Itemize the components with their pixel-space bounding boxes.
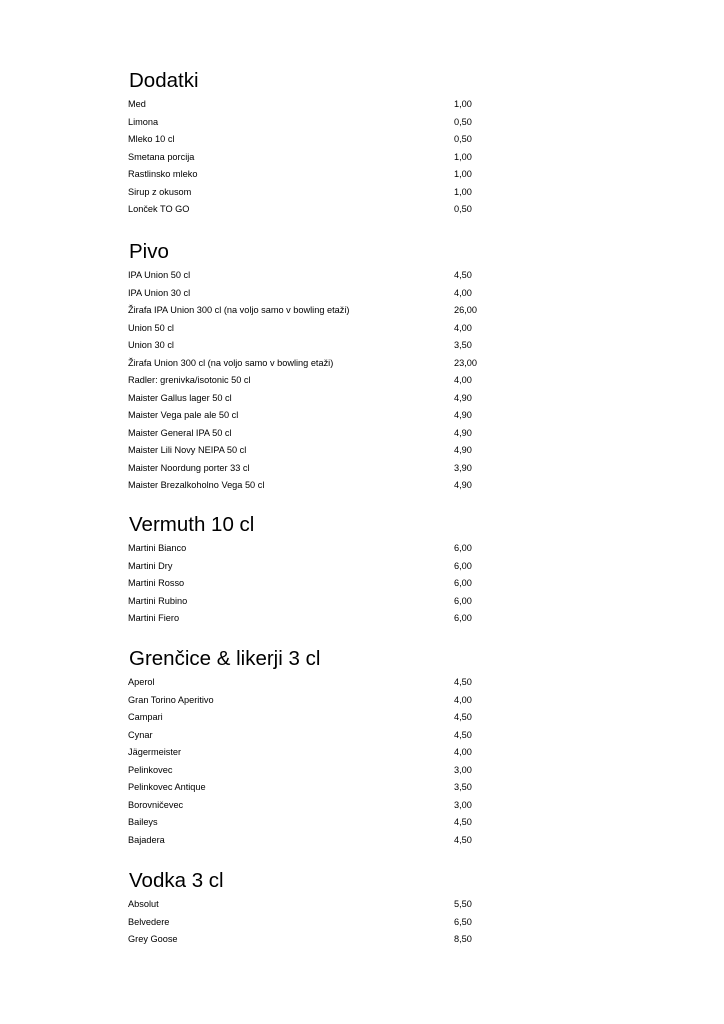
item-price: 0,50 (454, 204, 472, 214)
menu-item (128, 709, 488, 727)
item-name: Borovničevec (128, 799, 184, 810)
menu-item (128, 320, 488, 338)
item-price: 6,00 (454, 560, 472, 571)
item-name: Lonček TO GO (128, 204, 190, 214)
section-pivo (128, 240, 488, 495)
item-price: 4,90 (454, 392, 472, 403)
item-name: Cynar (128, 729, 153, 740)
item-price: 3,50 (454, 340, 472, 350)
item-name: Martini Dry (128, 560, 173, 571)
item-name: Radler: grenivka/isotonic 50 cl (128, 375, 251, 385)
menu-item (128, 914, 488, 932)
item-price: 3,50 (454, 782, 472, 792)
section-title: Grenčice & likerji 3 cl (129, 647, 321, 670)
item-name: Maister Brezalkoholno Vega 50 cl (128, 480, 265, 490)
item-name: Martini Bianco (128, 543, 187, 553)
item-name: Jägermeister (128, 747, 182, 757)
menu-item (128, 593, 488, 611)
item-price: 6,00 (454, 595, 472, 606)
menu-item (128, 832, 488, 850)
item-name: Aperol (128, 677, 155, 687)
menu-item (128, 442, 488, 460)
item-price: 1,00 (454, 186, 472, 197)
item-list (128, 896, 488, 949)
menu-item (128, 184, 488, 202)
item-list (128, 674, 488, 849)
item-name: Pelinkovec (128, 764, 173, 775)
item-name: Pelinkovec Antique (128, 782, 206, 792)
item-name: Bajadera (128, 834, 165, 845)
item-price: 4,00 (454, 287, 472, 298)
item-name: Union 30 cl (128, 340, 174, 350)
item-list (128, 540, 488, 628)
section-title: Dodatki (129, 69, 199, 92)
menu-item (128, 166, 488, 184)
menu-item (128, 779, 488, 797)
item-price: 4,00 (454, 694, 472, 705)
item-name: Belvedere (128, 916, 170, 927)
menu-item (128, 540, 488, 558)
item-name: Smetana porcija (128, 151, 195, 162)
menu-item (128, 267, 488, 285)
item-price: 8,50 (454, 934, 472, 944)
item-price: 4,90 (454, 427, 472, 438)
item-name: Med (128, 99, 146, 109)
item-price: 4,90 (454, 445, 472, 455)
item-name: Maister Noordung porter 33 cl (128, 462, 250, 473)
item-list (128, 96, 488, 219)
item-price: 1,00 (454, 169, 472, 179)
menu-item (128, 727, 488, 745)
item-name: Maister Vega pale ale 50 cl (128, 410, 239, 420)
item-name: Maister Gallus lager 50 cl (128, 392, 232, 403)
menu-item (128, 201, 488, 219)
item-name: Maister Lili Novy NEIPA 50 cl (128, 445, 247, 455)
item-name: Mleko 10 cl (128, 134, 175, 144)
item-price: 4,90 (454, 480, 472, 490)
item-name: Žirafa Union 300 cl (na voljo samo v bowling etaži) (128, 357, 334, 368)
section-title: Vodka 3 cl (129, 869, 224, 892)
item-name: Absolut (128, 899, 159, 909)
item-price: 6,50 (454, 916, 472, 927)
menu-item (128, 114, 488, 132)
item-price: 6,00 (454, 578, 472, 588)
item-price: 3,90 (454, 462, 472, 473)
menu-item (128, 372, 488, 390)
section-vodka (128, 869, 488, 949)
section-grencice-likerji (128, 647, 488, 849)
menu-item (128, 575, 488, 593)
item-price: 4,00 (454, 375, 472, 385)
item-name: Žirafa IPA Union 300 cl (na voljo samo v bowling etaži) (128, 305, 350, 315)
item-price: 1,00 (454, 151, 472, 162)
item-price: 5,50 (454, 899, 472, 909)
item-price: 6,00 (454, 613, 472, 623)
menu-item (128, 460, 488, 478)
item-name: Gran Torino Aperitivo (128, 694, 214, 705)
item-price: 6,00 (454, 543, 472, 553)
section-dodatki (128, 69, 488, 219)
item-price: 23,00 (454, 357, 477, 368)
item-name: Baileys (128, 817, 158, 827)
menu-item (128, 692, 488, 710)
menu-item (128, 131, 488, 149)
menu-item (128, 797, 488, 815)
item-price: 4,50 (454, 270, 472, 280)
item-price: 4,90 (454, 410, 472, 420)
item-name: Rastlinsko mleko (128, 169, 198, 179)
item-price: 4,50 (454, 817, 472, 827)
item-name: Campari (128, 712, 163, 722)
menu-item (128, 558, 488, 576)
item-price: 26,00 (454, 305, 477, 315)
menu-item (128, 355, 488, 373)
item-list (128, 267, 488, 495)
item-name: Limona (128, 116, 159, 127)
section-vermuth (128, 513, 488, 628)
item-price: 3,00 (454, 799, 472, 810)
item-price: 0,50 (454, 134, 472, 144)
item-price: 4,50 (454, 729, 472, 740)
menu-item (128, 302, 488, 320)
menu-item (128, 285, 488, 303)
item-price: 4,50 (454, 677, 472, 687)
item-price: 1,00 (454, 99, 472, 109)
menu-item (128, 674, 488, 692)
item-name: IPA Union 30 cl (128, 287, 191, 298)
menu-item (128, 744, 488, 762)
menu-item (128, 477, 488, 495)
section-title: Pivo (129, 240, 169, 263)
menu-item (128, 762, 488, 780)
menu-item (128, 149, 488, 167)
item-name: IPA Union 50 cl (128, 270, 191, 280)
menu-item (128, 814, 488, 832)
item-name: Martini Fiero (128, 613, 180, 623)
item-name: Sirup z okusom (128, 186, 192, 197)
item-price: 4,50 (454, 712, 472, 722)
item-name: Martini Rubino (128, 595, 188, 606)
menu-item (128, 407, 488, 425)
menu-item (128, 337, 488, 355)
menu-item (128, 931, 488, 949)
item-name: Martini Rosso (128, 578, 185, 588)
menu-item (128, 896, 488, 914)
section-title: Vermuth 10 cl (129, 513, 255, 536)
item-price: 4,50 (454, 834, 472, 845)
item-price: 3,00 (454, 764, 472, 775)
menu-item (128, 390, 488, 408)
item-price: 4,00 (454, 747, 472, 757)
item-name: Union 50 cl (128, 322, 174, 333)
menu-item (128, 425, 488, 443)
item-name: Maister General IPA 50 cl (128, 427, 232, 438)
item-name: Grey Goose (128, 934, 178, 944)
menu-item (128, 610, 488, 628)
item-price: 4,00 (454, 322, 472, 333)
menu-item (128, 96, 488, 114)
item-price: 0,50 (454, 116, 472, 127)
